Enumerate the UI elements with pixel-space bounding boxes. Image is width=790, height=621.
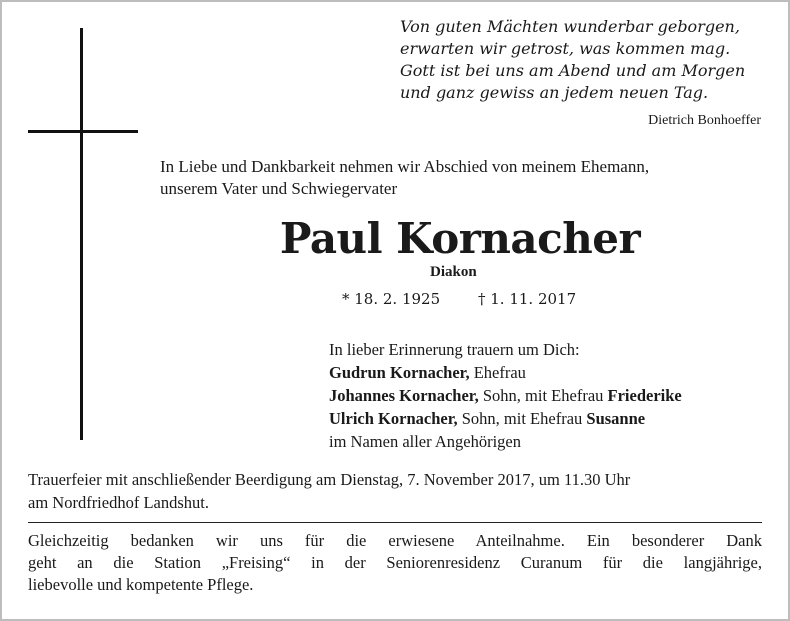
poem-author: Dietrich Bonhoeffer [648, 113, 761, 128]
cross-horizontal-bar [28, 130, 138, 133]
thanks-line: geht an die Station „Freising“ in der Seniorenresidenz Curanum für die langjährige, [28, 553, 762, 572]
mourner-spouse: Susanne [586, 409, 646, 428]
intro-line: unserem Vater und Schwiegervater [160, 179, 398, 198]
divider-line [28, 522, 762, 523]
poem-line: Gott ist bei uns am Abend und am Morgen [400, 61, 746, 80]
mourner-relation: Sohn, mit Ehefrau [457, 409, 587, 428]
poem-line: erwarten wir getrost, was kommen mag. [400, 39, 731, 58]
poem-line: Von guten Mächten wunderbar geborgen, [400, 17, 740, 36]
mourner-spouse: Friederike [607, 386, 682, 405]
thanks-line: Gleichzeitig bedanken wir uns für die erwiesene Anteilnahme. Ein besonderer Dank [28, 531, 762, 550]
thanks-line: liebevolle und kompetente Pflege. [28, 575, 254, 594]
mourner-entry [329, 361, 682, 384]
mourners-closing: im Namen aller Angehörigen [329, 432, 521, 451]
mourners-block [329, 338, 682, 453]
deceased-name: Paul Kornacher [279, 214, 641, 263]
poem [400, 16, 745, 104]
mourner-relation: Ehefrau [469, 363, 526, 382]
mourner-name: Johannes Kornacher, [329, 386, 479, 405]
service-line: am Nordfriedhof Landshut. [28, 493, 209, 512]
death-date: † 1. 11. 2017 [478, 290, 577, 308]
poem-line: und ganz gewiss an jedem neuen Tag. [400, 83, 709, 102]
mourner-entry [329, 407, 682, 430]
service-line: Trauerfeier mit anschließender Beerdigung am Dienstag, 7. November 2017, um 11.30 Uhr [28, 470, 631, 489]
deceased-role: Diakon [430, 264, 477, 280]
birth-date: * 18. 2. 1925 [342, 290, 441, 308]
mourner-entry [329, 384, 682, 407]
mourner-relation: Sohn, mit Ehefrau [478, 386, 608, 405]
mourners-heading: In lieber Erinnerung trauern um Dich: [329, 340, 580, 359]
intro-text [160, 156, 649, 200]
thanks-paragraph [28, 530, 762, 596]
mourner-name: Ulrich Kornacher, [329, 409, 458, 428]
mourner-name: Gudrun Kornacher, [329, 363, 470, 382]
funeral-service-info [28, 468, 630, 514]
intro-line: In Liebe und Dankbarkeit nehmen wir Abschied von meinem Ehemann, [160, 157, 650, 176]
